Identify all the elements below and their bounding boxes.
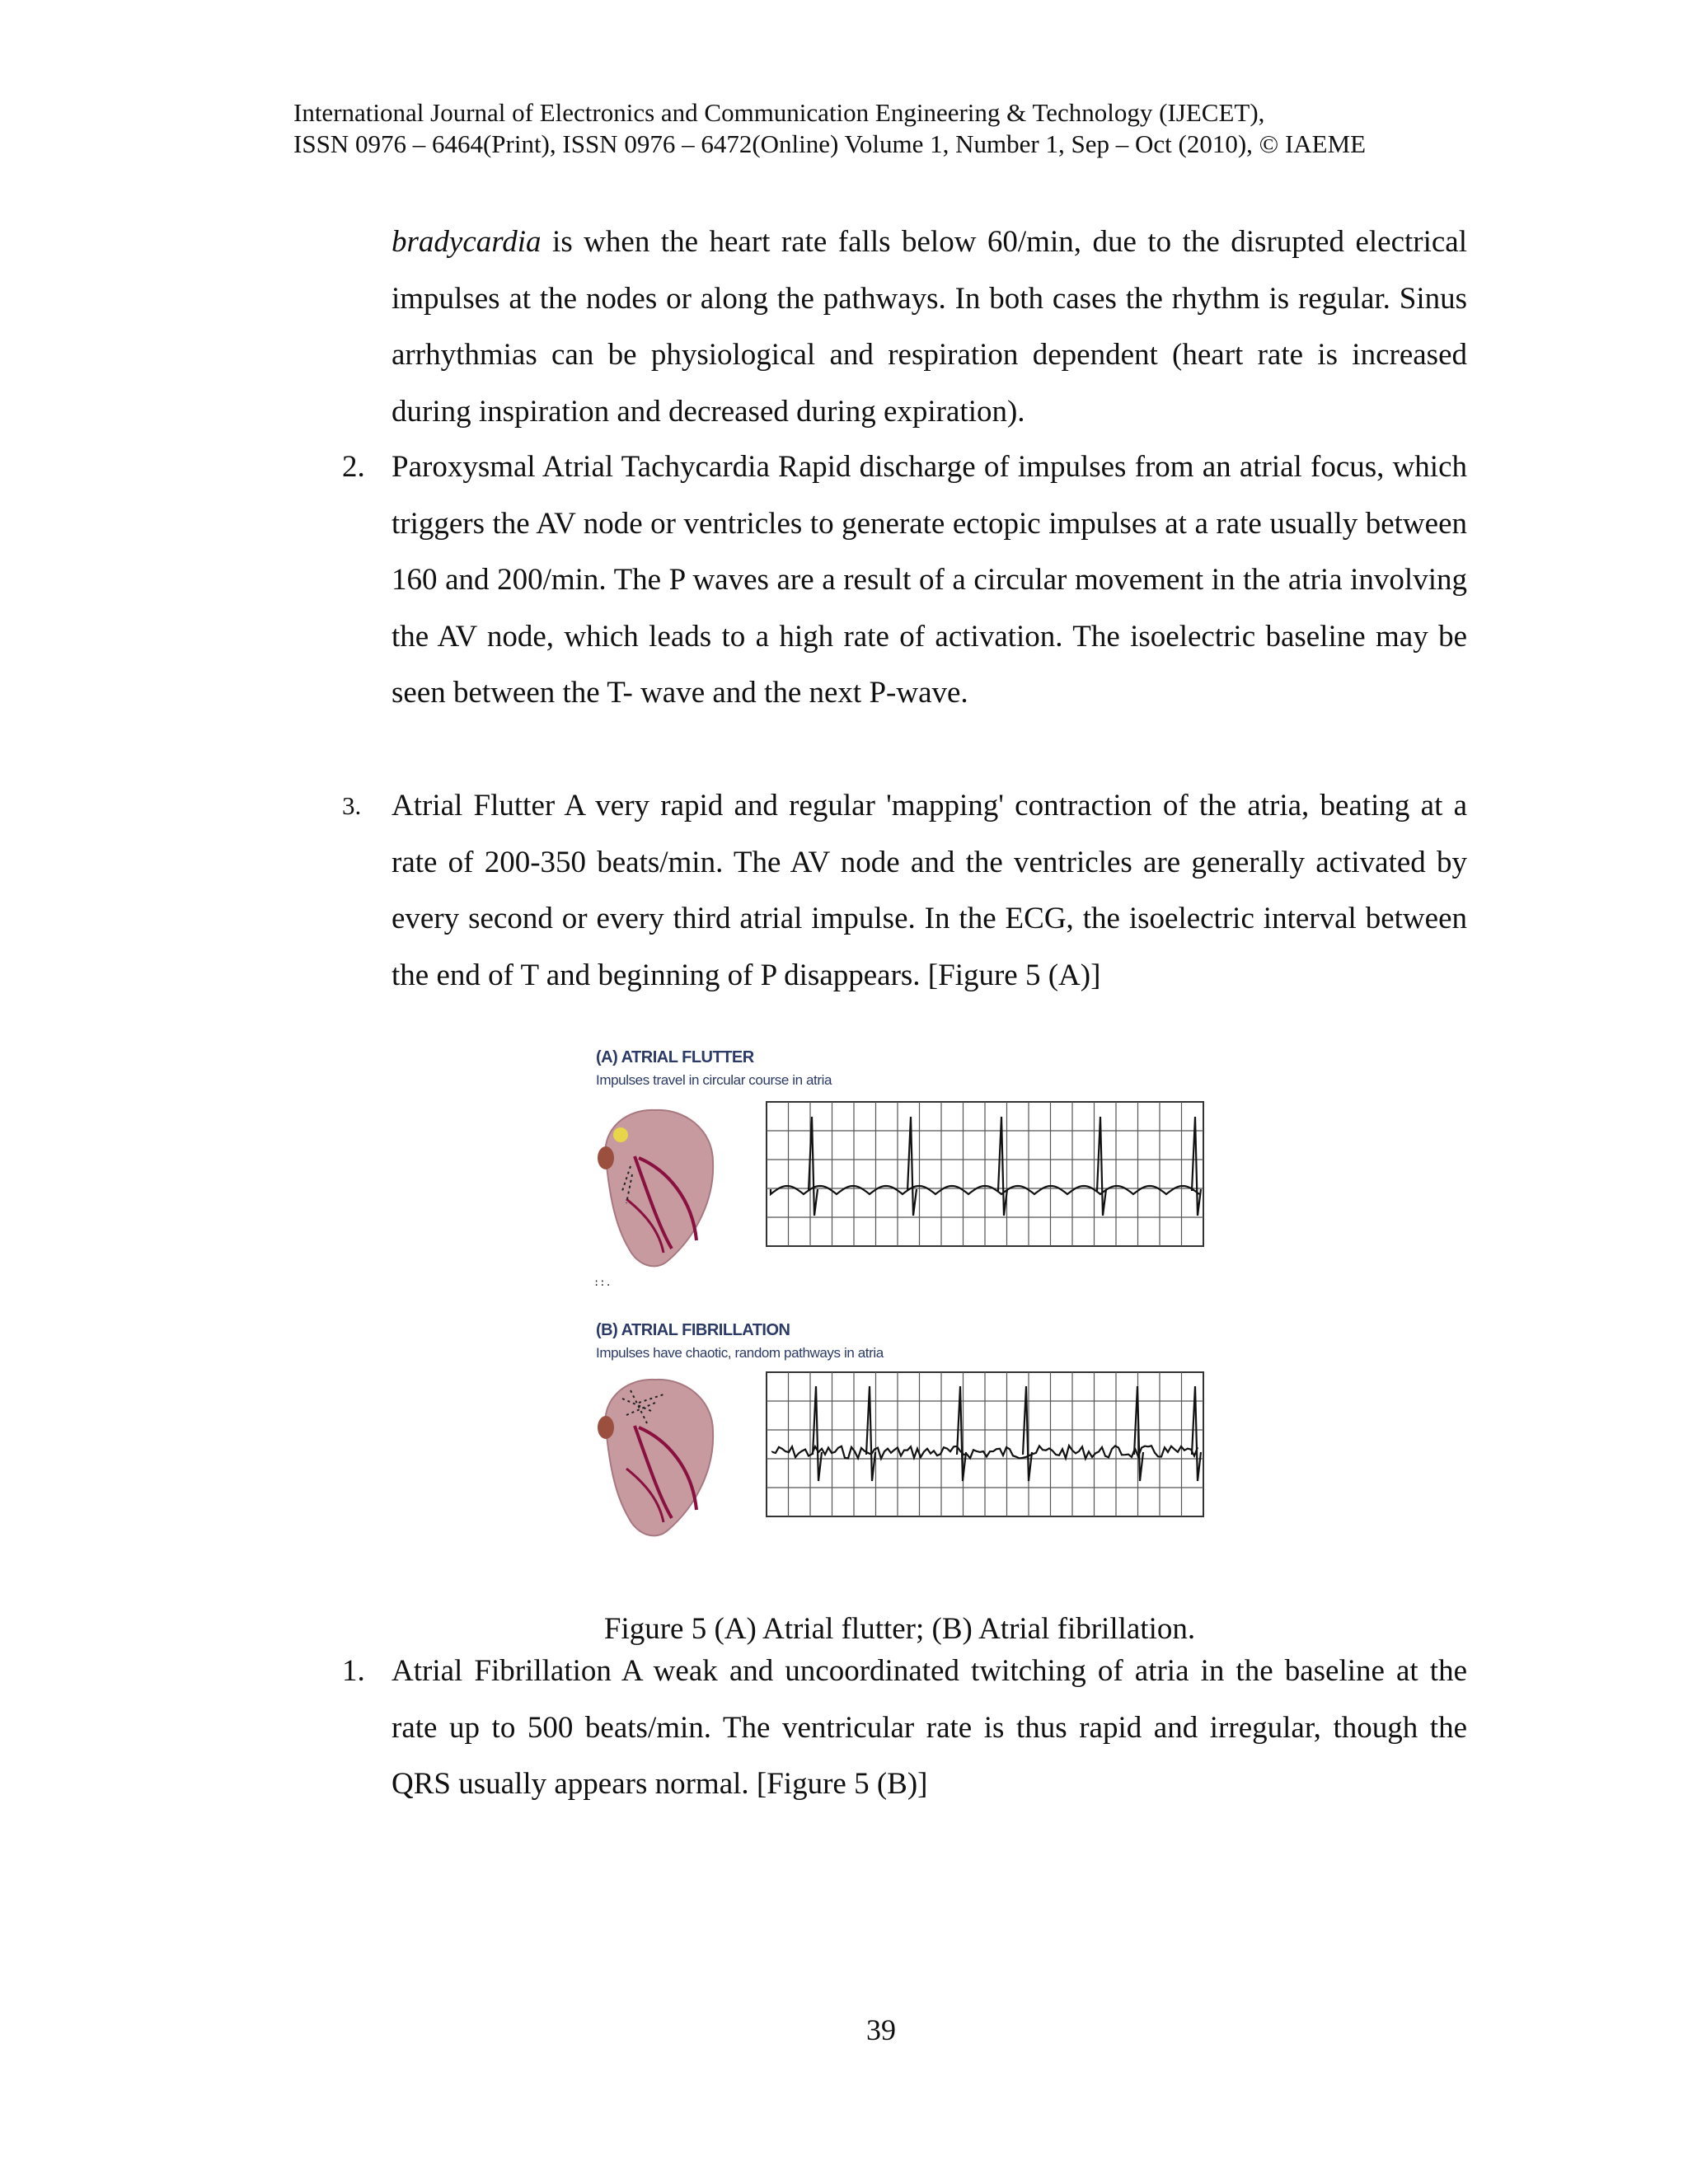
list-number: 1. xyxy=(342,1654,365,1688)
list-number: 3. xyxy=(342,791,362,820)
heart-fibrillation-illustration xyxy=(598,1380,713,1535)
list-item-paroxysmal xyxy=(342,439,1467,722)
figure-caption: Figure 5 (A) Atrial flutter; (B) Atrial fibrillation. xyxy=(603,1612,1196,1646)
panel-b-title: (B) ATRIAL FIBRILLATION xyxy=(596,1321,790,1339)
ecg-strip-fibrillation xyxy=(767,1372,1203,1516)
journal-header xyxy=(293,97,1366,160)
list-item-text: Paroxysmal Atrial Tachycardia Rapid discharge of impulses from an atrial focus, which triggers the AV node or ventricles to generate ectopic impulses at a rate usually between 160 and 200/min. The P waves are a result of a circular movement in the atria involving the AV node, which leads to a high rate of activation. The isoelectric baseline may be seen between the T- wave and the next P-wave. xyxy=(392,450,1467,710)
list-item-text: Atrial Flutter A very rapid and regular 'mapping' contraction of the atria, beating at a rate of 200-350 beats/min. The AV node and the ventricles are generally activated by every second or every third atrial impulse. In the ECG, the isoelectric interval between the end of T and beginning of P disappears. [Figure 5 (A)] xyxy=(392,789,1467,992)
term-bradycardia: bradycardia xyxy=(392,225,542,259)
list-item-text: Atrial Fibrillation A weak and uncoordinated twitching of atria in the baseline at the rate up to 500 beats/min. The ventricular rate is thus rapid and irregular, though the QRS usually appears normal. [Figure 5 (B)] xyxy=(392,1654,1467,1801)
page-number: 39 xyxy=(866,2013,896,2046)
intro-paragraph xyxy=(392,214,1467,440)
svg-text:::.: ::. xyxy=(593,1277,612,1288)
panel-a-subtitle: Impulses travel in circular course in atria xyxy=(596,1072,832,1088)
heart-flutter-illustration xyxy=(593,1110,713,1288)
list-item-fibrillation xyxy=(342,1643,1467,1813)
intro-text: is when the heart rate falls below 60/min, due to the disrupted electrical impulses at the nodes or along the pathways. In both cases the rhythm is regular. Sinus arrhythmias can be physiological and respiration dependent (heart rate is increased during inspiration and decreased during expiration). xyxy=(392,225,1467,429)
list-number: 2. xyxy=(342,450,365,484)
header-line-2: ISSN 0976 – 6464(Print), ISSN 0976 – 6472(Online) Volume 1, Number 1, Sep – Oct (2010), © IAEME xyxy=(293,129,1367,158)
header-line-1: International Journal of Electronics and Communication Engineering & Technology (IJECET), xyxy=(293,98,1265,127)
panel-a-title: (A) ATRIAL FLUTTER xyxy=(596,1048,754,1066)
panel-b-subtitle: Impulses have chaotic, random pathways in atria xyxy=(596,1345,884,1361)
ecg-strip-flutter xyxy=(767,1102,1203,1246)
panel-a-graphic xyxy=(589,1092,1216,1298)
figure-5 xyxy=(589,1043,1216,1570)
list-item-flutter xyxy=(342,778,1467,1004)
panel-b-graphic xyxy=(589,1366,1216,1563)
